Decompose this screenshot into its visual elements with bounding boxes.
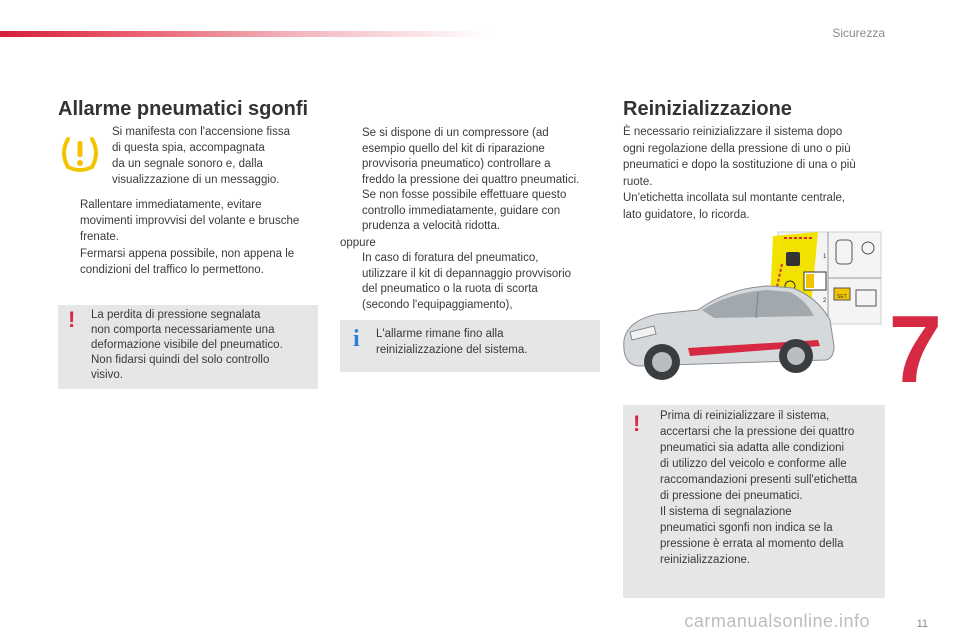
section-title: Sicurezza xyxy=(832,26,885,40)
left-warning-text: La perdita di pressione segnalata non comporta necessariamente una deformazione visibile del pneumatico. Non fidarsi quindi del solo controllo visivo. xyxy=(91,309,283,381)
left-intro: Si manifesta con l'accensione fissa di questa spia, accompagnata da un segnale sonoro e, dalla visualizzazione di un messaggio. xyxy=(112,126,290,186)
exclamation-icon: ! xyxy=(68,307,76,332)
right-warning-box xyxy=(623,405,885,598)
header-accent-bar xyxy=(0,31,490,37)
list-item: Rallentare immediatamente, evitare movimenti improvvisi del volante e brusche frenate. xyxy=(80,199,300,243)
middle-info-text: L'allarme rimane fino alla reinizializzazione del sistema. xyxy=(376,328,528,356)
chapter-number: 7 xyxy=(888,296,942,403)
middle-bullet-2 xyxy=(340,251,610,314)
middle-info-box xyxy=(340,320,600,372)
tyre-pressure-warning-icon xyxy=(58,131,102,175)
exclamation-icon: ! xyxy=(633,411,641,436)
figure-label-2: 2 xyxy=(823,298,827,304)
list-item: Fermarsi appena possibile, non appena le condizioni del traffico lo permettono. xyxy=(80,248,295,276)
page-number: 11 xyxy=(916,618,928,630)
middle-bullet-1 xyxy=(340,126,610,236)
right-title: Reinizializzazione xyxy=(623,98,792,120)
left-bullet-list xyxy=(58,197,328,279)
left-warning-box xyxy=(58,305,318,389)
list-item: In caso di foratura del pneumatico, utilizzare il kit di depannaggio provvisorio del pneumatico o la ruota di scorta (secondo l'equipaggiamento), xyxy=(362,252,572,311)
oppure-label: oppure xyxy=(340,237,376,249)
car-illustration xyxy=(618,228,886,393)
right-warning-text: Prima di reinizializzare il sistema, accertarsi che la pressione dei quattro pneumatici sia adatta alle condizioni di utilizzo del veicolo e conforme alle raccomandazioni presenti sull'etichetta di pressione dei pneumatici. Il sistema di segnalazione pneumatici sgonfi non indica se la pressione è errata al momento della reinizializzazione. xyxy=(660,410,858,566)
watermark: carmanualsonline.info xyxy=(684,611,870,631)
figure-label-1: 1 xyxy=(823,254,827,260)
left-title: Allarme pneumatici sgonfi xyxy=(58,98,309,120)
figure-label-set: SET xyxy=(837,294,847,300)
right-paragraph: È necessario reinizializzare il sistema dopo ogni regolazione della pressione di uno o più pneumatici e dopo la sostituzione di una o più ruote. Un'etichetta incollata sul montante centrale, lato guidatore, lo ricorda. xyxy=(623,126,856,221)
info-icon: i xyxy=(353,326,360,352)
car-label-figure xyxy=(618,228,886,393)
list-item: Se si dispone di un compressore (ad esempio quello del kit di riparazione provvisoria pneumatico) controllare a freddo la pressione dei quattro pneumatici. Se non fosse possibile effettuare questo controllo immediatamente, guidare con prudenza a velocità ridotta. xyxy=(362,127,580,232)
